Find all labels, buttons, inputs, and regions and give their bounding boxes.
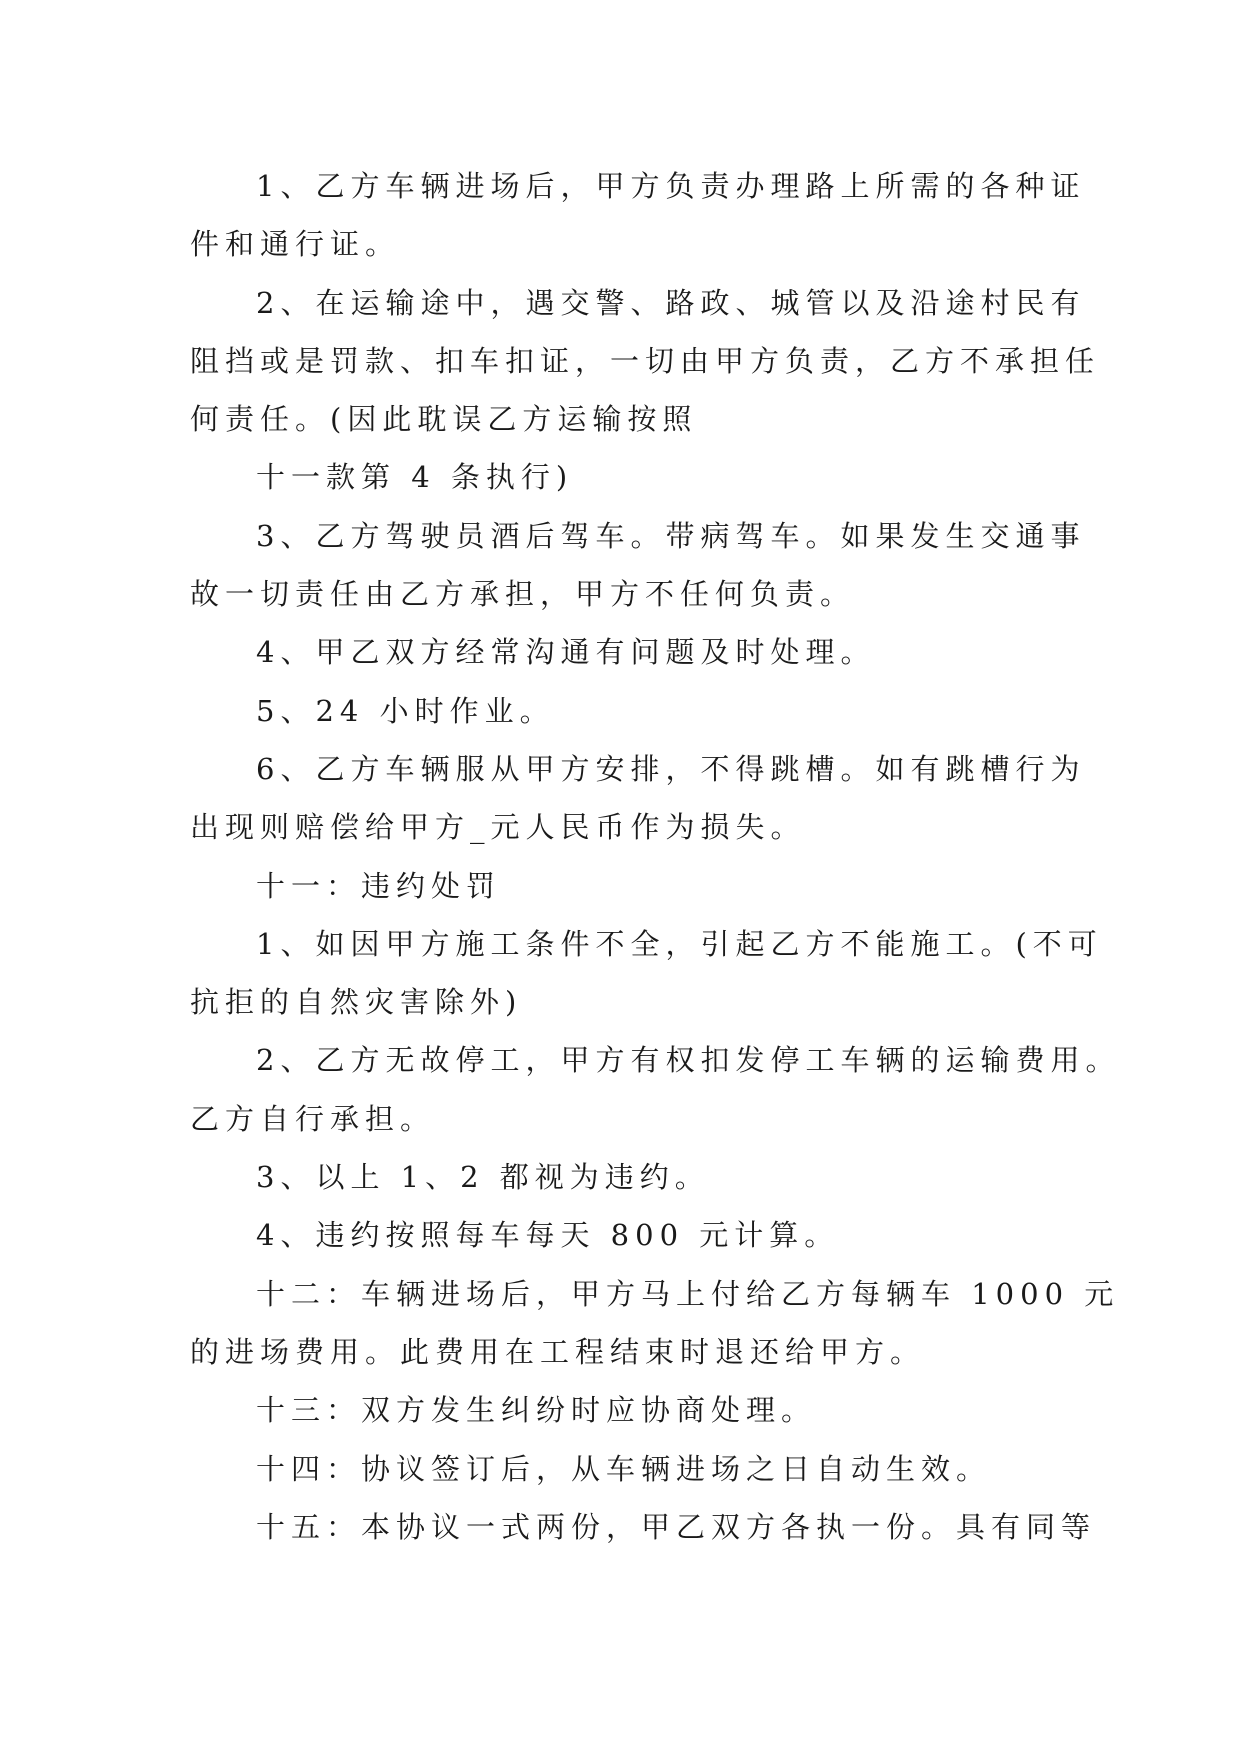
text-line: 3、以上 1、2 都视为违约。 xyxy=(256,1160,710,1195)
text-line: 故一切责任由乙方承担，甲方不任何负责。 xyxy=(190,577,856,612)
section-heading: 十一：违约处罚 xyxy=(256,868,502,903)
text-line: 何责任。(因此耽误乙方运输按照 xyxy=(190,402,698,437)
text-line: 2、乙方无故停工，甲方有权扣发停工车辆的运输费用。 xyxy=(256,1043,1121,1078)
text-line: 阻挡或是罚款、扣车扣证，一切由甲方负责，乙方不承担任 xyxy=(190,343,1101,378)
text-line: 十一款第 4 条执行) xyxy=(256,460,574,495)
text-line: 十二：车辆进场后，甲方马上付给乙方每辆车 1000 元 xyxy=(256,1276,1120,1311)
text-line: 4、甲乙双方经常沟通有问题及时处理。 xyxy=(256,635,876,670)
text-line: 乙方自行承担。 xyxy=(190,1101,436,1136)
text-line: 2、在运输途中，遇交警、路政、城管以及沿途村民有 xyxy=(256,285,1086,320)
text-line: 1、乙方车辆进场后，甲方负责办理路上所需的各种证 xyxy=(256,169,1086,203)
text-line: 3、乙方驾驶员酒后驾车。带病驾车。如果发生交通事 xyxy=(256,518,1086,553)
text-line: 5、24 小时作业。 xyxy=(256,693,555,728)
text-line: 6、乙方车辆服从甲方安排，不得跳槽。如有跳槽行为 xyxy=(256,751,1086,786)
text-line: 十五：本协议一式两份，甲乙双方各执一份。具有同等 xyxy=(256,1509,1097,1544)
text-line: 件和通行证。 xyxy=(190,227,401,262)
text-line: 4、违约按照每车每天 800 元计算。 xyxy=(256,1218,840,1253)
text-line: 十四：协议签订后，从车辆进场之日自动生效。 xyxy=(256,1451,992,1486)
text-line: 1、如因甲方施工条件不全，引起乙方不能施工。(不可 xyxy=(256,926,1103,961)
text-line: 十三：双方发生纠纷时应协商处理。 xyxy=(256,1393,817,1428)
text-line: 的进场费用。此费用在工程结束时退还给甲方。 xyxy=(190,1334,926,1369)
text-line: 出现则赔偿给甲方_元人民币作为损失。 xyxy=(190,810,806,845)
text-line: 抗拒的自然灾害除外) xyxy=(190,985,523,1020)
document-body xyxy=(190,157,1121,1556)
